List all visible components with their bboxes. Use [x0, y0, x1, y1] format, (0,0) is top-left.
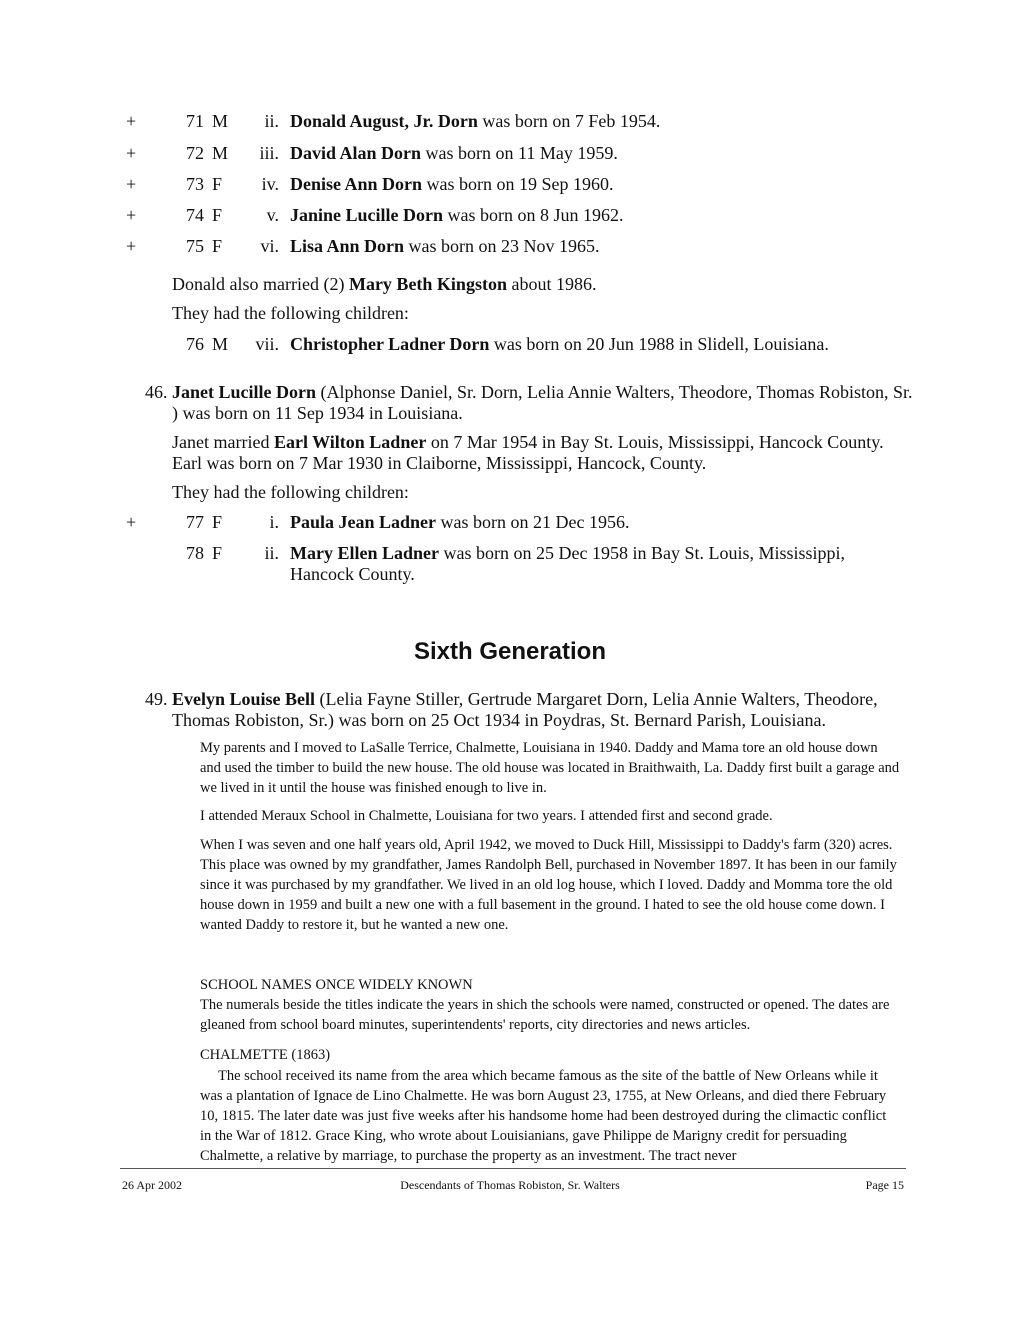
marriage-prefix: Janet married [172, 432, 274, 452]
child-number: 76 [186, 334, 204, 354]
following-children-label: They had the following children: [172, 482, 409, 502]
child-text [290, 204, 890, 227]
descendant-marker: + [126, 174, 137, 194]
ancestry: (Lelia Fayne Stiller, Gertrude Margaret Dorn, Lelia Annie Walters, Theodore, [315, 689, 878, 709]
marriage-suffix: on 7 Mar 1954 in Bay St. Louis, Mississippi, Hancock County. [426, 432, 884, 452]
child-name: Paula Jean Ladner [290, 512, 437, 532]
child-sex: F [212, 512, 223, 532]
entry-line-2: ) was born on 11 Sep 1934 in Louisiana. [172, 403, 463, 423]
child-birth: was born on 20 Jun 1988 in Slidell, Louisiana. [489, 334, 829, 354]
following-children-label: They had the following children: [172, 303, 409, 323]
chalmette-paragraph: The school received its name from the area which became famous as the site of the battle of New Orleans while it was a plantation of Ignace de Lino Chalmette. He was born August 23, 1755, at New Orleans, and died there February 10, 1815. The later date was just five weeks after his handsome home had been destroyed during the climactic conflict in the War of 1812. Grace King, who wrote about Louisianians, gave Philippe de Marigny credit for persuading Chalmette, a relative by marriage, to purchase the property as an investment. The tract never [200, 1068, 887, 1164]
footer-page: Page 15 [865, 1178, 904, 1192]
entry-line-1 [172, 381, 912, 403]
child-ordinal: ii. [264, 543, 279, 563]
spouse-birth-line: Earl was born on 7 Mar 1930 in Claiborne, Mississippi, Hancock, County. [172, 453, 707, 473]
child-name: Denise Ann Dorn [290, 174, 423, 194]
child-birth: was born on 11 May 1959. [421, 143, 618, 163]
spouse-name: Earl Wilton Ladner [273, 432, 427, 452]
child-name: Lisa Ann Dorn [290, 236, 405, 256]
child-birth: was born on 21 Dec 1956. [436, 512, 630, 532]
marriage-prefix: Donald also married (2) [172, 274, 349, 294]
child-birth: was born on 23 Nov 1965. [404, 236, 600, 256]
entry-line-1 [172, 688, 878, 710]
child-ordinal: vi. [260, 236, 279, 256]
descendant-marker: + [126, 143, 137, 163]
child-name: Christopher Ladner Dorn [290, 334, 490, 354]
note-paragraph-3: When I was seven and one half years old, April 1942, we moved to Duck Hill, Mississippi to Daddy's farm (320) acres. This place was owned by my grandfather, James Randolph Bell, purchased in November 1897. It has been in our family since it was purchased by my grandfather. We lived in an old log house, which I loved. Daddy and Momma tore the old house down in 1959 and built a new one with a full basement in the ground. I hated to see the old house come down. I wanted Daddy to restore it, but he wanted a new one. [200, 837, 897, 933]
note-paragraph-2: I attended Meraux School in Chalmette, Louisiana for two years. I attended first and second grade. [200, 808, 773, 824]
child-name: David Alan Dorn [290, 143, 422, 163]
child-ordinal: ii. [264, 111, 279, 131]
child-text [290, 511, 890, 534]
child-name: Janine Lucille Dorn [290, 205, 444, 225]
child-birth-continued: Hancock County. [290, 564, 415, 584]
child-sex: M [212, 111, 229, 131]
descendant-marker: + [126, 111, 137, 131]
child-text [290, 542, 890, 565]
child-sex: F [212, 205, 223, 225]
footer-title: Descendants of Thomas Robiston, Sr. Walters [400, 1178, 620, 1192]
entry-line-2: Thomas Robiston, Sr.) was born on 25 Oct 1934 in Poydras, St. Bernard Parish, Louisiana. [172, 710, 826, 730]
child-birth: was born on 19 Sep 1960. [422, 174, 614, 194]
entry-number: 49. [145, 689, 168, 709]
child-sex: F [212, 174, 223, 194]
second-marriage-line [172, 273, 596, 295]
child-text [290, 235, 890, 258]
school-names-paragraph: The numerals beside the titles indicate the years in shich the schools were named, constructed or opened. The dates are gleaned from school board minutes, superintendents' reports, city directories and news articles. [200, 997, 890, 1033]
spouse-name: Mary Beth Kingston [348, 274, 507, 294]
child-number: 78 [186, 543, 204, 563]
footer-date: 26 Apr 2002 [122, 1178, 182, 1192]
child-ordinal: i. [269, 512, 279, 532]
note-paragraph-1: My parents and I moved to LaSalle Terrice, Chalmette, Louisiana in 1940. Daddy and Mama tore an old house down and used the timber to build the new house. The old house was located in Braithwaith, La. Daddy first built a garage and we lived in it until the house was finished enough to live in. [200, 740, 900, 796]
descendant-marker: + [126, 512, 137, 532]
footer-divider [120, 1168, 906, 1169]
child-number: 72 [186, 143, 204, 163]
child-number: 71 [186, 111, 204, 131]
descendant-marker: + [126, 205, 137, 225]
child-ordinal: v. [266, 205, 279, 225]
school-names-title: SCHOOL NAMES ONCE WIDELY KNOWN [200, 977, 473, 993]
child-birth: was born on 25 Dec 1958 in Bay St. Louis, Mississippi, [439, 543, 846, 563]
person-name: Evelyn Louise Bell [172, 689, 316, 709]
child-ordinal: vii. [255, 334, 279, 354]
chalmette-title: CHALMETTE (1863) [200, 1047, 331, 1063]
child-number: 75 [186, 236, 204, 256]
child-text [290, 110, 890, 133]
child-number: 73 [186, 174, 204, 194]
child-sex: M [212, 143, 229, 163]
child-name: Donald August, Jr. Dorn [290, 111, 478, 131]
ancestry: (Alphonse Daniel, Sr. Dorn, Lelia Annie Walters, Theodore, Thomas Robiston, Sr. [316, 382, 913, 402]
child-birth: was born on 7 Feb 1954. [477, 111, 661, 131]
child-text [290, 173, 890, 196]
child-ordinal: iii. [259, 143, 279, 163]
child-sex: F [212, 543, 223, 563]
marriage-suffix: about 1986. [506, 274, 597, 294]
descendant-marker: + [126, 236, 137, 256]
generation-heading: Sixth Generation [413, 638, 607, 665]
child-text [290, 333, 910, 356]
child-birth: was born on 8 Jun 1962. [443, 205, 624, 225]
entry-number: 46. [145, 382, 168, 402]
person-name: Janet Lucille Dorn [172, 382, 316, 402]
child-sex: M [212, 334, 229, 354]
child-ordinal: iv. [261, 174, 279, 194]
child-name: Mary Ellen Ladner [290, 543, 439, 563]
child-text [290, 142, 890, 165]
marriage-line [172, 431, 884, 453]
child-number: 77 [186, 512, 204, 532]
child-number: 74 [186, 205, 204, 225]
child-sex: F [212, 236, 223, 256]
